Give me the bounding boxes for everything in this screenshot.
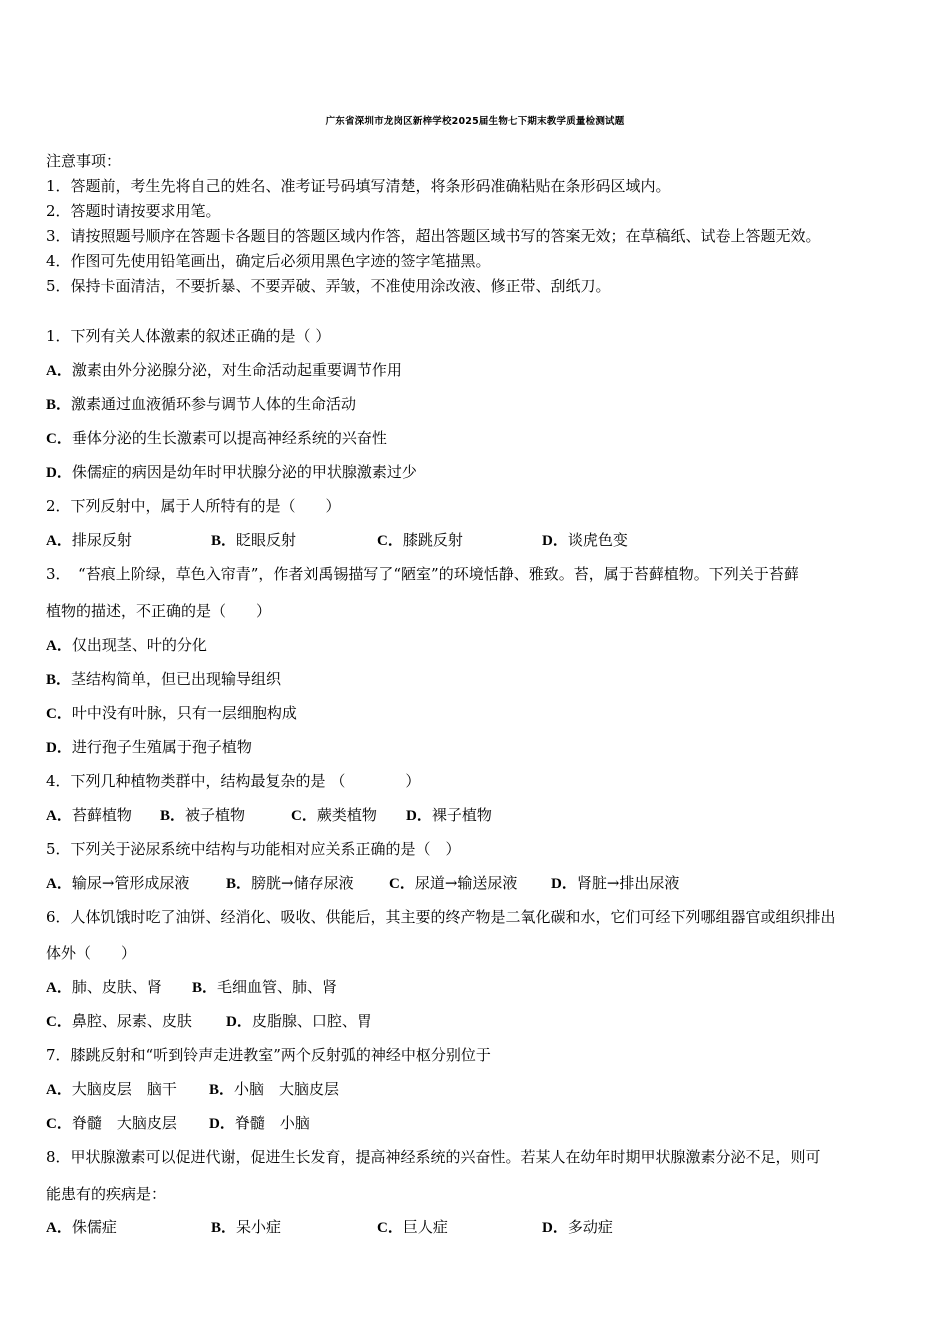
option-label: A．	[46, 533, 72, 549]
option-label: C．	[377, 1220, 403, 1236]
question-4-option-a	[46, 805, 132, 826]
option-text: 肺、皮肤、肾	[71, 978, 162, 996]
option-label: B．	[46, 397, 72, 413]
option-text: 多动症	[567, 1218, 613, 1236]
option-label: A．	[46, 808, 72, 824]
option-text: 小脑 大脑皮层	[234, 1080, 340, 1098]
page-title: 广东省深圳市龙岗区新梓学校2025届生物七下期末教学质量检测试题	[325, 116, 625, 127]
option-text: 侏儒症	[71, 1218, 117, 1236]
question-3-option-c	[46, 703, 297, 724]
option-text: 输尿→管形成尿液	[71, 874, 190, 892]
notice-heading: 注意事项：	[46, 152, 122, 170]
question-2-stem: 2．下列反射中，属于人所特有的是（ ）	[46, 497, 341, 515]
option-label: D．	[542, 533, 568, 549]
option-text: 尿道→输送尿液	[414, 874, 518, 892]
question-6-option-a	[46, 977, 162, 998]
question-6-option-c	[46, 1011, 192, 1032]
option-label: A．	[46, 1220, 72, 1236]
option-label: B．	[211, 1220, 237, 1236]
question-7-option-a	[46, 1079, 177, 1100]
question-1-option-c	[46, 428, 387, 449]
notice-item: 5．保持卡面清洁，不要折暴、不要弄破、弄皱，不准使用涂改液、修正带、刮纸刀。	[46, 277, 611, 295]
question-8-stem-line-2: 能患有的疾病是：	[46, 1185, 167, 1203]
option-label: D．	[551, 876, 577, 892]
question-1-stem: 1．下列有关人体激素的叙述正确的是（ ）	[46, 327, 331, 345]
question-7-option-c	[46, 1113, 177, 1134]
option-label: D．	[226, 1014, 252, 1030]
option-label: D．	[209, 1116, 235, 1132]
notice-item: 4．作图可先使用铅笔画出，确定后必须用黑色字迹的签字笔描黑。	[46, 252, 491, 270]
question-7-stem: 7．膝跳反射和“听到铃声走进教室”两个反射弧的神经中枢分别位于	[46, 1046, 491, 1064]
question-5-option-c	[389, 873, 517, 894]
question-2-option-d	[542, 530, 628, 551]
question-5-stem: 5．下列关于泌尿系统中结构与功能相对应关系正确的是（ ）	[46, 840, 461, 858]
question-8-option-c	[377, 1217, 448, 1238]
notice-item: 2．答题时请按要求用笔。	[46, 202, 221, 220]
question-7-option-b	[209, 1079, 339, 1100]
option-label: A．	[46, 1082, 72, 1098]
question-4-option-d	[406, 805, 492, 826]
question-2-option-a	[46, 530, 132, 551]
question-8-option-a	[46, 1217, 117, 1238]
option-text: 茎结构简单，但已出现输导组织	[71, 670, 282, 688]
question-5-option-d	[551, 873, 679, 894]
option-text: 巨人症	[402, 1218, 448, 1236]
option-label: A．	[46, 876, 72, 892]
question-3-option-b	[46, 669, 281, 690]
option-text: 叶中没有叶脉，只有一层细胞构成	[71, 704, 297, 722]
notice-item: 3．请按照题号顺序在答题卡各题目的答题区域内作答，超出答题区域书写的答案无效；在草稿纸、试卷上答题无效。	[46, 227, 821, 245]
question-8-option-d	[542, 1217, 613, 1238]
option-label: A．	[46, 638, 72, 654]
question-6-stem-line-2: 体外（ ）	[46, 944, 137, 962]
question-1-option-b	[46, 394, 356, 415]
option-text: 仅出现茎、叶的分化	[71, 636, 207, 654]
option-label: C．	[46, 1116, 72, 1132]
question-4-option-b	[160, 805, 245, 826]
question-3-stem-line-1: 3． “苔痕上阶绿，草色入帘青”，作者刘禹锡描写了“陋室”的环境恬静、雅致。苔，属于苔藓植物。下列关于苔藓	[46, 565, 799, 583]
question-6-option-b	[192, 977, 337, 998]
question-4-stem: 4．下列几种植物类群中，结构最复杂的是 （ ）	[46, 772, 421, 790]
question-5-option-a	[46, 873, 189, 894]
question-3-option-d	[46, 737, 252, 758]
option-text: 被子植物	[185, 806, 246, 824]
option-label: B．	[46, 672, 72, 688]
option-text: 激素通过血液循环参与调节人体的生命活动	[71, 395, 357, 413]
option-text: 裸子植物	[431, 806, 492, 824]
question-8-option-b	[211, 1217, 281, 1238]
option-text: 肾脏→排出尿液	[576, 874, 680, 892]
option-text: 膀胱→储存尿液	[251, 874, 354, 892]
option-text: 呆小症	[236, 1218, 282, 1236]
option-label: B．	[226, 876, 252, 892]
option-label: B．	[192, 980, 218, 996]
option-text: 进行孢子生殖属于孢子植物	[71, 738, 252, 756]
option-text: 毛细血管、肺、肾	[217, 978, 338, 996]
option-label: C．	[291, 808, 317, 824]
option-label: C．	[46, 1014, 72, 1030]
option-label: C．	[46, 706, 72, 722]
question-8-stem-line-1: 8．甲状腺激素可以促进代谢，促进生长发育，提高神经系统的兴奋性。若某人在幼年时期甲状腺激素分泌不足，则可	[46, 1148, 821, 1166]
question-6-stem-line-1: 6．人体饥饿时吃了油饼、经消化、吸收、供能后，其主要的终产物是二氧化碳和水，它们可经下列哪组器官或组织排出	[46, 908, 836, 926]
notice-item: 1．答题前，考生先将自己的姓名、准考证号码填写清楚，将条形码准确粘贴在条形码区域内。	[46, 177, 671, 195]
option-text: 排尿反射	[71, 531, 132, 549]
option-text: 侏儒症的病因是幼年时甲状腺分泌的甲状腺激素过少	[71, 463, 417, 481]
option-text: 皮脂腺、口腔、胃	[251, 1012, 372, 1030]
option-text: 眨眼反射	[236, 531, 297, 549]
option-text: 大脑皮层 脑干	[71, 1080, 177, 1098]
option-text: 脊髓 小脑	[234, 1114, 310, 1132]
question-2-option-b	[211, 530, 296, 551]
option-label: B．	[209, 1082, 235, 1098]
option-text: 膝跳反射	[402, 531, 463, 549]
option-text: 谈虎色变	[567, 531, 628, 549]
option-label: B．	[160, 808, 186, 824]
question-7-option-d	[209, 1113, 310, 1134]
question-3-stem-line-2: 植物的描述，不正确的是（ ）	[46, 602, 272, 620]
question-6-option-d	[226, 1011, 372, 1032]
option-label: C．	[46, 431, 72, 447]
question-1-option-a	[46, 360, 402, 381]
question-5-option-b	[226, 873, 354, 894]
option-text: 激素由外分泌腺分泌，对生命活动起重要调节作用	[71, 361, 402, 379]
question-1-option-d	[46, 462, 417, 483]
option-label: D．	[46, 465, 72, 481]
option-text: 脊髓 大脑皮层	[71, 1114, 177, 1132]
option-text: 鼻腔、尿素、皮肤	[71, 1012, 192, 1030]
question-3-option-a	[46, 635, 207, 656]
option-text: 苔藓植物	[71, 806, 132, 824]
question-4-option-c	[291, 805, 377, 826]
option-text: 蕨类植物	[316, 806, 377, 824]
option-label: D．	[406, 808, 432, 824]
option-text: 垂体分泌的生长激素可以提高神经系统的兴奋性	[71, 429, 387, 447]
option-label: C．	[389, 876, 415, 892]
option-label: D．	[46, 740, 72, 756]
option-label: A．	[46, 363, 72, 379]
option-label: D．	[542, 1220, 568, 1236]
option-label: C．	[377, 533, 403, 549]
option-label: B．	[211, 533, 237, 549]
option-label: A．	[46, 980, 72, 996]
question-2-option-c	[377, 530, 463, 551]
